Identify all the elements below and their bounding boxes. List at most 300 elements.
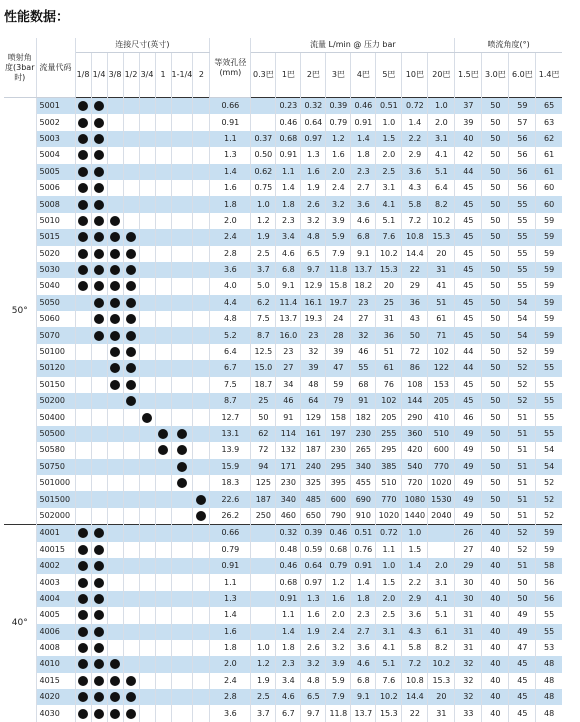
table-row	[4, 640, 562, 656]
spray-angle-value-cell: 50	[482, 147, 509, 163]
available-dot-icon	[94, 183, 104, 193]
pressure-header: 10巴	[402, 53, 428, 98]
spray-angle-value-cell: 51	[509, 409, 536, 425]
connection-cell	[123, 229, 139, 245]
available-dot-icon	[94, 200, 104, 210]
flow-rate-cell: 4.3	[402, 624, 428, 640]
connection-cell	[91, 229, 107, 245]
flow-rate-cell: 510	[428, 426, 455, 442]
spray-angle-value-cell: 52	[509, 377, 536, 393]
flow-rate-cell: 79	[326, 393, 351, 409]
spray-angle-value-cell: 55	[544, 379, 555, 389]
spray-angle-value-cell: 31	[455, 624, 482, 640]
flow-code-cell: 5070	[36, 327, 75, 343]
connection-cell	[193, 393, 210, 409]
flow-rate-cell: 2.5	[251, 246, 276, 262]
flow-rate-cell: 51	[428, 295, 455, 311]
connection-cell	[75, 327, 91, 343]
spray-angle-value-cell: 52	[509, 542, 536, 558]
orifice-cell: 15.9	[210, 459, 251, 475]
spray-angle-value-cell: 50	[482, 213, 509, 229]
connection-cell	[171, 311, 193, 327]
flow-code-cell: 5010	[36, 213, 75, 229]
flow-rate-cell: 295	[326, 459, 351, 475]
orifice-cell: 2.0	[210, 213, 251, 229]
connection-cell	[107, 147, 123, 163]
flow-rate-cell: 1.8	[351, 147, 376, 163]
connection-cell	[91, 442, 107, 458]
spray-angle-value-cell: 52	[509, 393, 536, 409]
spray-angle-value-cell: 55	[509, 196, 536, 212]
connection-cell	[75, 542, 91, 558]
pressure-header: 4巴	[351, 53, 376, 98]
connection-cell	[91, 459, 107, 475]
orifice-cell: 2.4	[210, 673, 251, 689]
connection-cell	[155, 640, 171, 656]
spray-angle-value-cell: 59	[536, 327, 562, 343]
flow-rate-cell: 144	[402, 393, 428, 409]
table-body	[4, 98, 562, 722]
connection-cell	[155, 147, 171, 163]
connection-cell	[139, 442, 155, 458]
connection-cell	[193, 196, 210, 212]
pressure-header: 5巴	[376, 53, 402, 98]
flow-rate-cell: 12.9	[301, 278, 326, 294]
connection-cell	[123, 213, 139, 229]
connection-cell	[75, 508, 91, 525]
connection-cell	[123, 377, 139, 393]
connection-cell	[123, 147, 139, 163]
orifice-cell: 13.9	[210, 442, 251, 458]
table-row	[4, 278, 562, 294]
connection-cell	[171, 442, 193, 458]
flow-code-cell: 5006	[36, 180, 75, 196]
available-dot-icon	[94, 709, 104, 719]
flow-rate-cell: 41	[428, 278, 455, 294]
flow-rate-cell: 3.7	[251, 705, 276, 721]
connection-cell	[91, 640, 107, 656]
connection-cell	[75, 689, 91, 705]
connection-cell	[155, 262, 171, 278]
flow-rate-cell: 1.1	[376, 542, 402, 558]
header-angle: 喷射角度(3bar时)	[4, 38, 36, 98]
flow-rate-cell: 91	[351, 393, 376, 409]
spray-angle-value-cell: 45	[455, 196, 482, 212]
spray-angle-value-cell: 40	[482, 656, 509, 672]
pressure-header: 2巴	[301, 53, 326, 98]
spray-angle-value-cell: 56	[509, 164, 536, 180]
connection-cell	[107, 393, 123, 409]
flow-rate-cell: 19.7	[326, 295, 351, 311]
flow-rate-cell	[251, 574, 276, 590]
connection-cell	[91, 689, 107, 705]
orifice-cell: 1.4	[210, 607, 251, 623]
connection-cell	[91, 196, 107, 212]
flow-code-cell: 50400	[36, 409, 75, 425]
connection-cell	[75, 377, 91, 393]
table-row	[4, 344, 562, 360]
connection-cell	[123, 525, 139, 542]
spray-angle-cell: 40°	[4, 525, 36, 722]
connection-cell	[123, 196, 139, 212]
flow-code-cell: 4020	[36, 689, 75, 705]
table-row	[4, 295, 562, 311]
flow-code-cell: 50120	[36, 360, 75, 376]
table-row	[4, 525, 562, 542]
flow-rate-cell: 265	[351, 442, 376, 458]
connection-cell	[75, 114, 91, 130]
flow-rate-cell: 0.59	[301, 542, 326, 558]
flow-rate-cell: 15.3	[428, 229, 455, 245]
flow-rate-cell: 0.79	[326, 114, 351, 130]
flow-rate-cell: 2.6	[301, 196, 326, 212]
flow-rate-cell: 3.1	[428, 574, 455, 590]
connection-cell	[107, 327, 123, 343]
connection-cell	[91, 327, 107, 343]
spray-angle-value-cell: 55	[509, 278, 536, 294]
table-row	[4, 164, 562, 180]
connection-cell	[91, 656, 107, 672]
flow-rate-cell: 5.0	[251, 278, 276, 294]
flow-rate-cell: 59	[326, 377, 351, 393]
flow-rate-cell: 1.3	[301, 591, 326, 607]
connection-cell	[107, 213, 123, 229]
flow-rate-cell: 910	[351, 508, 376, 525]
connection-cell	[139, 180, 155, 196]
available-dot-icon	[142, 413, 152, 423]
spray-angle-value-cell: 50	[482, 98, 509, 115]
connection-cell	[107, 705, 123, 721]
orifice-cell: 2.8	[210, 246, 251, 262]
connection-cell	[107, 442, 123, 458]
spray-angle-value-cell: 55	[536, 360, 562, 376]
table-row	[4, 229, 562, 245]
connection-cell	[171, 147, 193, 163]
flow-rate-cell: 9.1	[276, 278, 301, 294]
connection-cell	[91, 180, 107, 196]
available-dot-icon	[94, 528, 104, 538]
flow-rate-cell: 47	[326, 360, 351, 376]
spray-angle-value-cell: 55	[509, 229, 536, 245]
conn-size-header: 1/8	[75, 53, 91, 98]
page-title: 性能数据：	[4, 10, 70, 25]
flow-rate-cell: 2.5	[376, 164, 402, 180]
flow-rate-cell: 25	[251, 393, 276, 409]
flow-rate-cell: 72	[251, 442, 276, 458]
flow-rate-cell: 3.2	[326, 640, 351, 656]
connection-cell	[193, 656, 210, 672]
flow-rate-cell: 25	[376, 295, 402, 311]
header-orifice: 等效孔径(mm)	[210, 38, 251, 98]
flow-rate-cell: 5.9	[326, 673, 351, 689]
connection-cell	[139, 624, 155, 640]
flow-rate-cell: 3.2	[301, 656, 326, 672]
connection-cell	[75, 591, 91, 607]
spray-angle-value-cell: 40	[482, 705, 509, 721]
connection-cell	[155, 705, 171, 721]
flow-rate-cell	[428, 525, 455, 542]
flow-rate-cell: 18.7	[251, 377, 276, 393]
flow-rate-cell: 0.68	[276, 131, 301, 147]
connection-cell	[155, 607, 171, 623]
orifice-cell: 0.91	[210, 114, 251, 130]
flow-rate-cell: 3.4	[276, 673, 301, 689]
orifice-cell: 1.4	[210, 164, 251, 180]
flow-rate-cell: 460	[276, 508, 301, 525]
connection-cell	[75, 673, 91, 689]
available-dot-icon	[94, 298, 104, 308]
conn-size-header: 3/4	[139, 53, 155, 98]
flow-rate-cell: 28	[326, 327, 351, 343]
flow-code-cell: 501000	[36, 475, 75, 491]
spray-angle-value-cell: 50	[482, 196, 509, 212]
available-dot-icon	[110, 692, 120, 702]
flow-rate-cell: 6.8	[351, 229, 376, 245]
spray-angle-value-cell: 44	[455, 360, 482, 376]
connection-cell	[123, 311, 139, 327]
flow-rate-cell: 1.1	[276, 164, 301, 180]
spray-angle-value-cell: 45	[455, 295, 482, 311]
available-dot-icon	[78, 281, 88, 291]
connection-cell	[139, 558, 155, 574]
spray-angle-value-cell: 54	[509, 327, 536, 343]
flow-rate-cell: 3.2	[326, 196, 351, 212]
flow-rate-cell: 250	[251, 508, 276, 525]
orifice-cell: 2.0	[210, 656, 251, 672]
spray-angle-value-cell: 47	[509, 640, 536, 656]
flow-rate-cell: 19.3	[301, 311, 326, 327]
flow-rate-cell: 1.6	[326, 591, 351, 607]
connection-cell	[123, 607, 139, 623]
spray-angle-value-cell: 59	[544, 347, 555, 357]
spray-angle-value-cell: 59	[536, 262, 562, 278]
table-row	[4, 393, 562, 409]
flow-rate-cell: 0.76	[351, 542, 376, 558]
connection-cell	[75, 131, 91, 147]
performance-table	[4, 38, 562, 722]
header-connection: 连接尺寸(英寸)	[75, 38, 210, 53]
available-dot-icon	[78, 265, 88, 275]
flow-rate-cell: 0.68	[276, 574, 301, 590]
flow-rate-cell: 1.8	[276, 640, 301, 656]
connection-cell	[123, 705, 139, 721]
connection-cell	[123, 574, 139, 590]
flow-rate-cell: 1.2	[251, 213, 276, 229]
connection-cell	[91, 475, 107, 491]
flow-rate-cell: 46	[276, 393, 301, 409]
connection-cell	[171, 624, 193, 640]
connection-cell	[139, 409, 155, 425]
connection-cell	[139, 491, 155, 507]
available-dot-icon	[126, 232, 136, 242]
connection-cell	[107, 574, 123, 590]
connection-cell	[155, 229, 171, 245]
flow-rate-cell: 8.7	[251, 327, 276, 343]
connection-cell	[193, 640, 210, 656]
flow-rate-cell: 12.5	[251, 344, 276, 360]
flow-rate-cell: 15.3	[376, 705, 402, 721]
spray-angle-value-cell: 50	[482, 360, 509, 376]
flow-rate-cell: 11.8	[326, 262, 351, 278]
flow-code-cell: 5002	[36, 114, 75, 130]
connection-cell	[91, 114, 107, 130]
flow-rate-cell: 10.2	[428, 656, 455, 672]
available-dot-icon	[126, 265, 136, 275]
available-dot-icon	[78, 676, 88, 686]
connection-cell	[123, 491, 139, 507]
flow-rate-cell: 7.9	[326, 246, 351, 262]
connection-cell	[155, 624, 171, 640]
spray-angle-value-cell: 49	[455, 442, 482, 458]
flow-rate-cell: 0.79	[326, 558, 351, 574]
flow-rate-cell: 0.97	[301, 131, 326, 147]
table-row	[4, 409, 562, 425]
connection-cell	[107, 459, 123, 475]
flow-code-cell: 5005	[36, 164, 75, 180]
flow-rate-cell: 36	[402, 295, 428, 311]
connection-cell	[107, 180, 123, 196]
connection-cell	[155, 542, 171, 558]
spray-angle-value-cell: 54	[536, 459, 562, 475]
connection-cell	[171, 491, 193, 507]
flow-rate-cell: 255	[376, 426, 402, 442]
available-dot-icon	[110, 347, 120, 357]
flow-rate-cell: 13.7	[351, 705, 376, 721]
spray-angle-value-cell: 60	[544, 183, 555, 193]
connection-cell	[155, 673, 171, 689]
available-dot-icon	[78, 167, 88, 177]
connection-cell	[75, 213, 91, 229]
performance-table-wrap	[4, 38, 562, 722]
connection-cell	[91, 607, 107, 623]
connection-cell	[107, 656, 123, 672]
flow-rate-cell: 11.8	[326, 705, 351, 721]
flow-rate-cell: 108	[402, 377, 428, 393]
connection-cell	[123, 656, 139, 672]
connection-cell	[155, 591, 171, 607]
connection-cell	[139, 673, 155, 689]
connection-cell	[75, 525, 91, 542]
flow-rate-cell: 102	[428, 344, 455, 360]
spray-angle-value-cell: 50	[482, 262, 509, 278]
connection-cell	[75, 656, 91, 672]
available-dot-icon	[78, 643, 88, 653]
flow-rate-cell: 132	[276, 442, 301, 458]
orifice-cell: 1.6	[210, 624, 251, 640]
connection-cell	[155, 459, 171, 475]
flow-rate-cell: 770	[428, 459, 455, 475]
flow-rate-cell: 1.0	[376, 558, 402, 574]
available-dot-icon	[126, 363, 136, 373]
flow-rate-cell: 340	[351, 459, 376, 475]
connection-cell	[193, 147, 210, 163]
connection-cell	[91, 295, 107, 311]
connection-cell	[123, 558, 139, 574]
flow-rate-cell	[251, 542, 276, 558]
spray-angle-value-cell: 52	[536, 491, 562, 507]
flow-rate-cell: 18.2	[351, 278, 376, 294]
available-dot-icon	[110, 331, 120, 341]
connection-cell	[193, 475, 210, 491]
spray-angle-value-cell: 50	[482, 393, 509, 409]
connection-cell	[193, 607, 210, 623]
orifice-cell: 0.91	[210, 558, 251, 574]
connection-cell	[107, 131, 123, 147]
connection-cell	[139, 229, 155, 245]
flow-rate-cell: 540	[402, 459, 428, 475]
flow-rate-cell: 1.4	[276, 624, 301, 640]
connection-cell	[123, 246, 139, 262]
flow-rate-cell	[251, 98, 276, 115]
flow-rate-cell: 3.6	[351, 196, 376, 212]
flow-rate-cell: 1.0	[402, 525, 428, 542]
available-dot-icon	[110, 298, 120, 308]
connection-cell	[171, 196, 193, 212]
connection-cell	[155, 558, 171, 574]
connection-cell	[171, 393, 193, 409]
flow-rate-cell: 650	[301, 508, 326, 525]
flow-rate-cell: 39	[301, 360, 326, 376]
flow-rate-cell: 16.1	[301, 295, 326, 311]
flow-rate-cell: 161	[301, 426, 326, 442]
flow-code-cell: 40015	[36, 542, 75, 558]
flow-rate-cell: 295	[376, 442, 402, 458]
flow-rate-cell: 31	[376, 311, 402, 327]
connection-cell	[75, 624, 91, 640]
spray-angle-value-cell: 40	[482, 525, 509, 542]
connection-cell	[107, 114, 123, 130]
table-row	[4, 542, 562, 558]
available-dot-icon	[78, 134, 88, 144]
connection-cell	[91, 624, 107, 640]
spray-angle-value-cell: 50	[482, 426, 509, 442]
connection-cell	[171, 508, 193, 525]
flow-rate-cell: 0.91	[351, 114, 376, 130]
connection-cell	[107, 591, 123, 607]
conn-size-header: 1/4	[91, 53, 107, 98]
flow-rate-cell: 55	[351, 360, 376, 376]
spray-angle-value-cell: 50	[482, 409, 509, 425]
connection-cell	[123, 426, 139, 442]
connection-cell	[193, 229, 210, 245]
table-row	[4, 689, 562, 705]
flow-rate-cell: 64	[301, 393, 326, 409]
spray-angle-value-cell: 50	[509, 574, 536, 590]
connection-cell	[75, 180, 91, 196]
flow-rate-cell: 360	[402, 426, 428, 442]
connection-cell	[91, 409, 107, 425]
connection-cell	[75, 409, 91, 425]
flow-code-cell: 5015	[36, 229, 75, 245]
spray-angle-value-cell: 45	[455, 180, 482, 196]
flow-rate-cell: 114	[276, 426, 301, 442]
spray-angle-value-cell: 48	[544, 708, 555, 718]
table-row	[4, 508, 562, 525]
flow-rate-cell: 2.2	[402, 131, 428, 147]
flow-rate-cell: 32	[301, 344, 326, 360]
flow-rate-cell: 71	[428, 327, 455, 343]
connection-cell	[139, 147, 155, 163]
conn-size-header: 1-1/4	[171, 53, 193, 98]
connection-cell	[139, 246, 155, 262]
flow-rate-cell: 690	[351, 491, 376, 507]
flow-rate-cell: 1.0	[428, 98, 455, 115]
flow-rate-cell: 5.8	[402, 640, 428, 656]
available-dot-icon	[78, 528, 88, 538]
connection-cell	[155, 409, 171, 425]
orifice-cell: 26.2	[210, 508, 251, 525]
flow-rate-cell: 6.5	[301, 246, 326, 262]
